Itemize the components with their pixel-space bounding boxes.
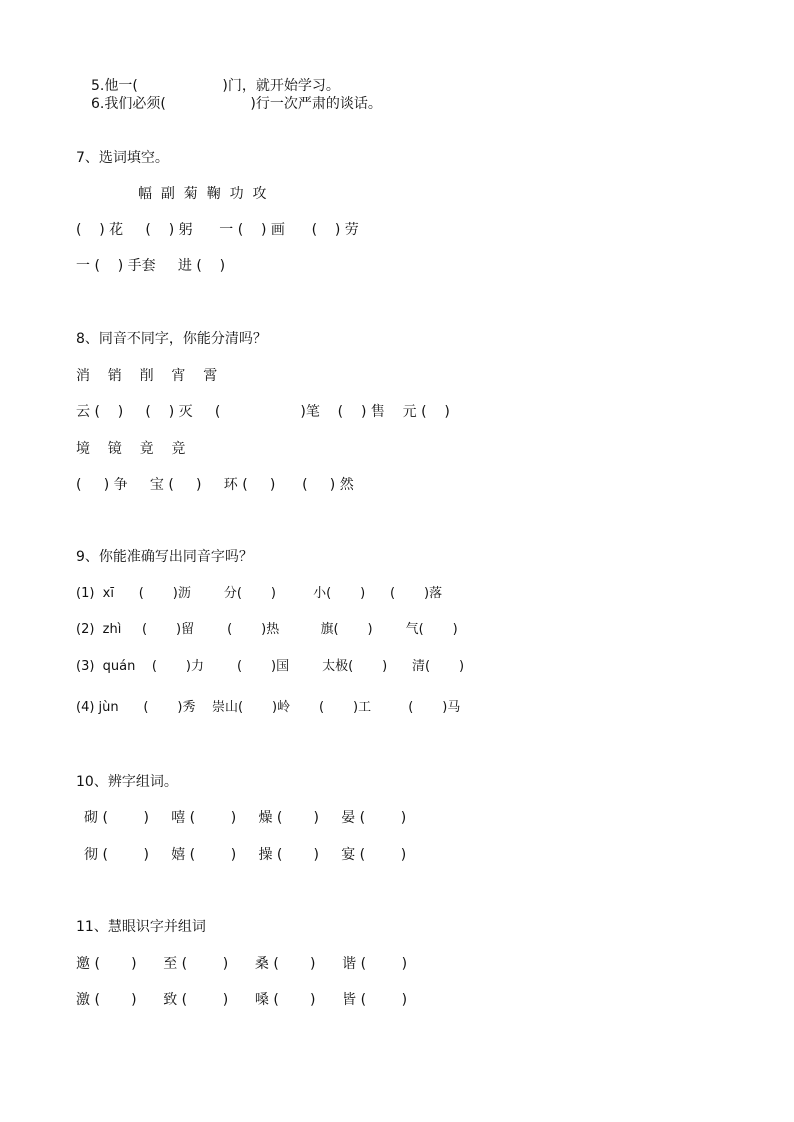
q11-title: 11、慧眼识字并组词 — [76, 919, 206, 935]
item-6: 6.我们必须( )行一次严肃的谈话。 — [91, 96, 382, 112]
q11-row-2: 激 ( ) 致 ( ) 嗓 ( ) 皆 ( ) — [76, 992, 408, 1008]
q8-row-2: ( ) 争 宝 ( ) 环 ( ) ( ) 然 — [76, 477, 354, 493]
q9-row-2: (2) zhì ( )留 ( )热 旗( ) 气( ) — [76, 622, 458, 637]
q8-row-1: 云 ( ) ( ) 灭 ( )笔 ( ) 售 元 ( ) — [76, 404, 450, 420]
q10-title: 10、辨字组词。 — [76, 774, 178, 790]
q10-row-1: 砌 ( ) 嘻 ( ) 燥 ( ) 晏 ( ) — [84, 810, 407, 826]
q10-row-2: 彻 ( ) 嬉 ( ) 操 ( ) 宴 ( ) — [84, 847, 407, 863]
q9-row-4: (4) jùn ( )秀 崇山( )岭 ( )工 ( )马 — [76, 700, 461, 715]
q9-row-3: (3) quán ( )力 ( )国 太极( ) 清( ) — [76, 659, 465, 674]
q8-char-group-2: 境 镜 竟 竞 — [76, 441, 186, 457]
item-5: 5.他一( )门，就开始学习。 — [91, 78, 340, 94]
q9-title: 9、你能准确写出同音字吗？ — [76, 549, 253, 565]
q7-word-bank: 幅 副 菊 鞠 功 攻 — [138, 186, 267, 202]
q7-row-2: 一 ( ) 手套 进 ( ) — [76, 258, 226, 274]
q8-char-group-1: 消 销 削 宵 霄 — [76, 368, 218, 384]
q8-title: 8、同音不同字，你能分清吗？ — [76, 331, 267, 347]
q9-row-1: (1) xī ( )沥 分( ) 小( ) ( )落 — [76, 586, 443, 601]
q7-row-1: ( ) 花 ( ) 躬 一 ( ) 画 ( ) 劳 — [76, 222, 359, 238]
q7-title: 7、选词填空。 — [76, 150, 169, 166]
q11-row-1: 邀 ( ) 至 ( ) 桑 ( ) 谐 ( ) — [76, 956, 408, 972]
